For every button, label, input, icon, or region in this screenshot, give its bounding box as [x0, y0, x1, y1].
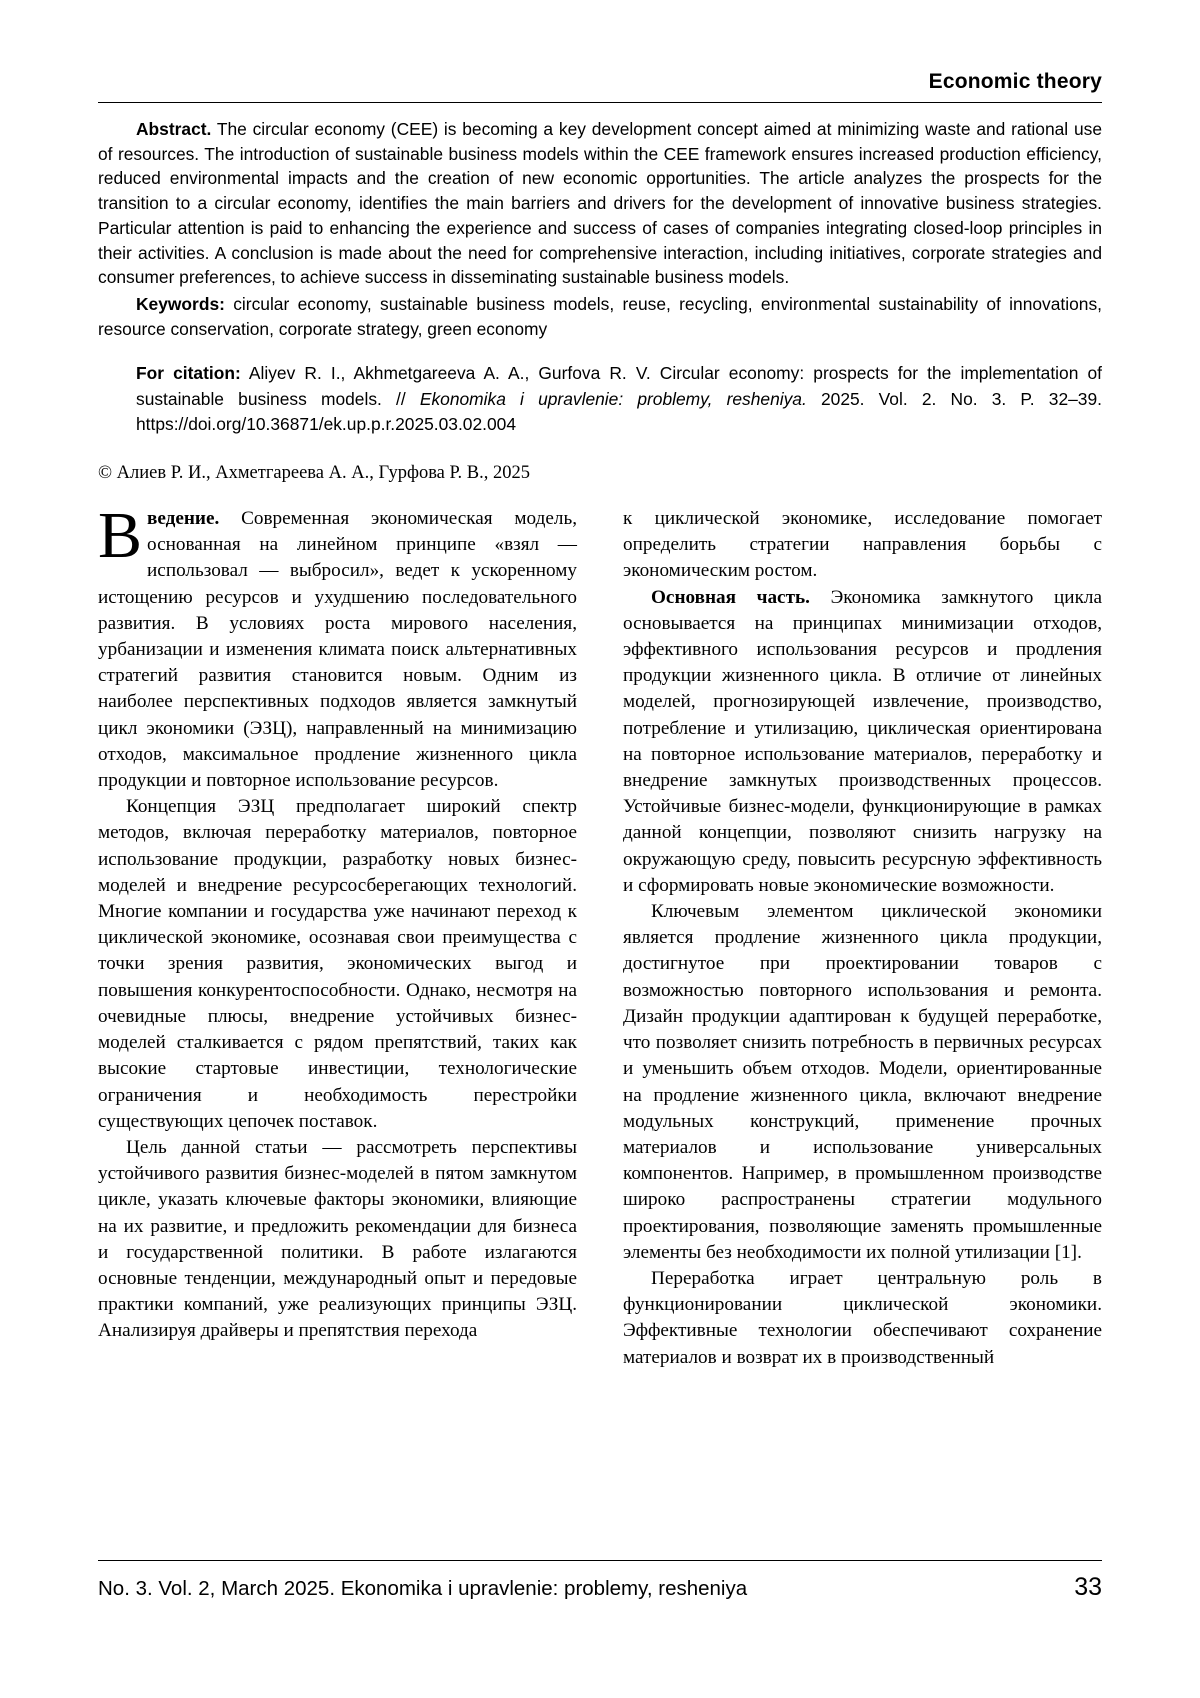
citation-authors-title: Aliyev R. I., Akhmetgareeva A. A., Gurfova R. V. Circular economy: prospects for the implementation of sustainable business models. //	[136, 363, 1102, 409]
page-content	[98, 70, 1102, 1371]
main-part-label: Основная часть.	[651, 586, 810, 608]
keywords-text: circular economy, sustainable business models, reuse, recycling, environmental sustainability of innovations, resource conservation, corporate strategy, green economy	[98, 293, 1102, 339]
left-paragraph-3: Цель данной статьи — рассмотреть перспективы устойчивого развития бизнес-моделей в пятом замкнутом цикле, указать ключевые факторы экономики, влияющие на их развитие, и предложить рекомендации для бизнеса и государственной политики. В работе излагаются основные тенденции, международный опыт и передовые практики компаний, уже реализующих принципы ЭЗЦ. Анализируя драйверы и препятствия перехода	[98, 1136, 577, 1342]
running-head: Economic theory	[928, 70, 1102, 93]
citation-journal: Ekonomika i upravlenie: problemy, resheniya.	[419, 388, 807, 409]
page-number: 33	[1074, 1573, 1102, 1601]
footer-journal-line: No. 3. Vol. 2, March 2025. Ekonomika i upravlenie: problemy, resheniya	[98, 1577, 748, 1600]
abstract-paragraph	[98, 117, 1102, 290]
citation-block	[136, 361, 1102, 437]
footer-row	[98, 1573, 1102, 1602]
left-paragraph-2: Концепция ЭЗЦ предполагает широкий спектр методов, включая переработку материалов, повторное использование продукции, разработку новых бизнес-моделей и внедрение ресурсосберегающих технологий. Многие компании и государства уже начинают переход к циклической экономике, осознавая свои преимущества с точки зрения развития, экономических выгод и повышения конкурентоспособности. Однако, несмотря на очевидные плюсы, внедрение устойчивых бизнес-моделей сталкивается с рядом препятствий, таких как высокие стартовые инвестиции, технологические ограничения и необходимость перестройки существующих цепочек поставок.	[98, 796, 577, 1132]
right-paragraph-4: Переработка играет центральную роль в функционировании циклической экономики. Эффективные технологии обеспечивают сохранение материалов и возврат их в производственный	[623, 1267, 1102, 1368]
copyright-line: © Алиев Р. И., Ахметгареева А. А., Гурфова Р. В., 2025	[98, 463, 530, 484]
citation-label: For citation:	[136, 363, 241, 384]
right-paragraph-2-text: Экономика замкнутого цикла основывается на принципах минимизации отходов, эффективного использования ресурсов и продления продукции жизненного цикла. В отличие от линейных моделей, прогнозирующей извлечение, производство, потребление и утилизацию, циклическая ориентирована на повторное использование материалов, переработку и внедрение замкнутых производственных процессов. Устойчивые бизнес-модели, функционирующие в рамках данной концепции, позволяют снизить нагрузку на окружающую среду, повысить ресурсную эффективность и сформировать новые экономические возможности.	[623, 586, 1102, 896]
header-rule	[98, 102, 1102, 103]
left-paragraph-1-text: Современная экономическая модель, основанная на линейном принципе «взял — использовал — выбросил», ведет к ускоренному истощению ресурсов и ухудшению последовательного развития. В условиях роста мирового населения, урбанизации и изменения климата поиск альтернативных стратегий развития становится новым. Одним из наиболее перспективных подходов является замкнутый цикл экономики (ЭЗЦ), направленный на минимизацию отходов, максимальное продление жизненного цикла продукции и повторное использование ресурсов.	[98, 508, 577, 792]
left-paragraph-1	[98, 499, 577, 794]
keywords-label: Keywords:	[136, 293, 225, 314]
page-footer	[98, 1560, 1102, 1602]
right-paragraph-3: Ключевым элементом циклической экономики является продление жизненного цикла продукции, достигнутое при проектировании товаров с возможностью повторного использования и ремонта. Дизайн продукции адаптирован к будущей переработке, что позволяет снизить потребность в первичных ресурсах и уменьшить объем отходов. Модели, ориентированные на продление жизненного цикла, включают внедрение модульных конструкций, применение прочных материалов и использование универсальных компонентов. Например, в промышленном производстве широко распространены стратегии модульного проектирования, позволяющие заменять промышленные элементы без необходимости их полной утилизации [1].	[623, 901, 1102, 1263]
right-column	[623, 506, 1102, 1371]
body-columns	[98, 499, 1102, 1371]
keywords-block	[98, 292, 1102, 341]
intro-label: ведение.	[147, 508, 220, 530]
right-paragraph-2	[623, 585, 1102, 899]
abstract-label: Abstract.	[136, 119, 212, 139]
footer-rule	[98, 1560, 1102, 1561]
drop-cap: В	[98, 499, 143, 573]
left-column	[98, 499, 577, 1371]
abstract-text: The circular economy (CEE) is becoming a key development concept aimed at minimizing waste and rational use of resources. The introduction of sustainable business models within the CEE framework ensures increased production efficiency, reduced environmental impacts and the creation of new economic opportunities. The article analyzes the prospects for the transition to a circular economy, identifies the main barriers and drivers for the development of innovative business strategies. Particular attention is paid to enhancing the experience and success of cases of companies integrating closed-loop principles in their activities. A conclusion is made about the need for comprehensive interaction, including initiatives, corporate strategies and consumer preferences, to achieve success in disseminating sustainable business models.	[98, 119, 1102, 288]
right-paragraph-1: к циклической экономике, исследование помогает определить стратегии направления борьбы с экономическим ростом.	[623, 508, 1102, 582]
citation-issue: 2025. Vol. 2. No. 3. P. 32–39. https://doi.org/10.36871/ek.up.p.r.2025.03.02.004	[136, 388, 1102, 434]
abstract-block	[98, 117, 1102, 290]
